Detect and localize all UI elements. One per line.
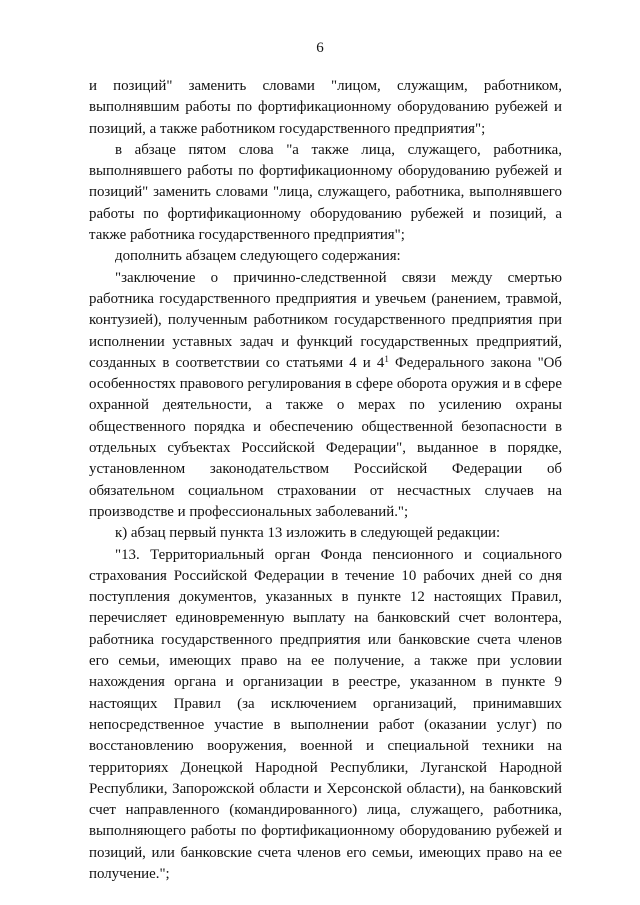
item-13-text: "13. Территориальный орган Фонда пенсионного и социального страхования Российской Федерации в течение 10 рабочих дней со дня поступления документов, указанных в пункте 12 настоящих Правил, перечисляет единовременную выплату на банковский счет волонтера, работника государственного предприятия или банковские счета членов его семьи, имеющих право на ее получение, а также при условии нахождения органа и организации в реестре, указанном в пункте 9 настоящих Правил (за исключением организаций, принимавших непосредственное участие в выполнении работ (оказании услуг) по восстановлению вооружения, военной и специальной техники на территориях Донецкой Народной Республики, Луганской Народной Республики, Запорожской области и Херсонской области), на банковский счет направленного (командированного) лица, служащего, работника, выполняющего работы по фортификационному оборудованию рубежей и позиций, или банковские счета членов его семьи, имеющих право на ее получение.";	[89, 546, 562, 882]
paragraph-add-abzac: дополнить абзацем следующего содержания:	[115, 248, 401, 265]
paragraph-continuation: и позиций" заменить словами "лицом, служащим, работником, выполнявшим работы по фортификационному оборудованию рубежей и позиций, а также работником государственного предприятия";	[89, 78, 562, 137]
document-body	[89, 76, 562, 885]
quoted-abzac	[89, 268, 562, 524]
superscript-article: 1	[384, 353, 389, 364]
paragraph-fifth-abzac: в абзаце пятом слова "а также лица, служащего, работника, выполнявшего работы по фортификационному оборудованию рубежей и позиций" заменить словами "лица, служащего, работника, выполнявшего работы по фортификационному оборудованию рубежей и позиций, а также работника государственного предприятия";	[89, 141, 562, 244]
quoted-abzac-part1: "заключение о причинно-следственной связи между смертью работника государственного предприятия и увечьем (ранением, травмой, контузией), полученным работником государственного предприятия при исполнении уставных задач и функций государственных предприятий, созданных в соответствии со статьями 4 и 4	[89, 269, 562, 371]
page-number: 6	[316, 40, 324, 56]
quoted-abzac-part2: Федерального закона "Об особенностях правового регулирования в сфере оборота оружия и в сфере охранной деятельности, а также о мерах по усилению охраны общественного порядка и обеспечению общественной безопасности в отдельных субъектах Российской Федерации", выданное в порядке, установленном законодательством Российской Федерации об обязательном социальном страховании от несчастных случаев на производстве и профессиональных заболеваний.";	[89, 354, 562, 520]
item-k: к) абзац первый пункта 13 изложить в следующей редакции:	[115, 525, 501, 542]
